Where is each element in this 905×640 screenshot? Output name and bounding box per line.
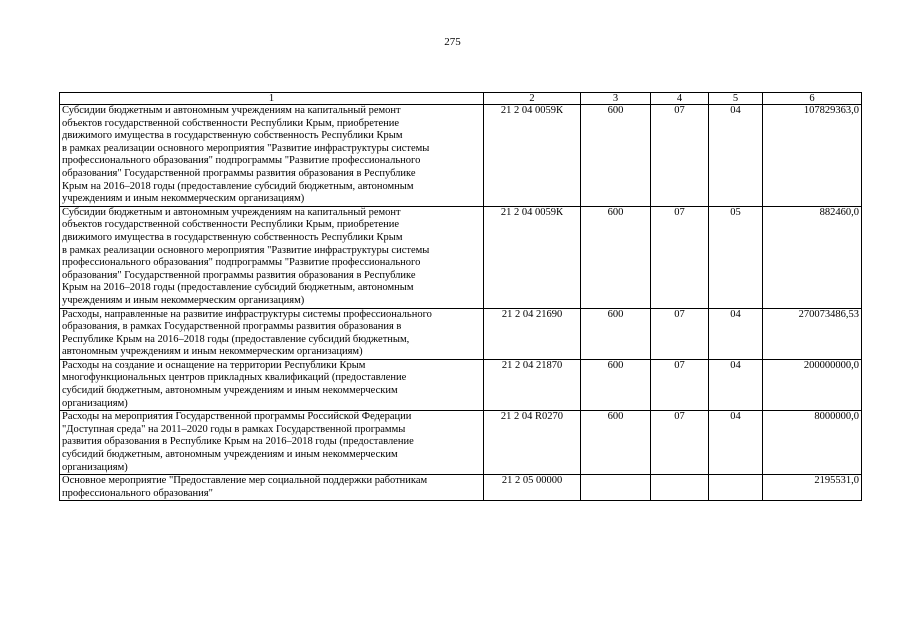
- header-col-4: 4: [651, 93, 709, 105]
- row-section: 07: [651, 411, 709, 475]
- row-amount: 882460,0: [763, 206, 862, 308]
- budget-table: [59, 92, 862, 501]
- row-subsection: 04: [709, 411, 763, 475]
- page-number: 275: [444, 36, 461, 48]
- table-row: [60, 411, 862, 475]
- table-row: [60, 359, 862, 410]
- table-row: [60, 105, 862, 207]
- header-col-6: 6: [763, 93, 862, 105]
- row-code: 21 2 04 R0270: [484, 411, 581, 475]
- row-description: Субсидии бюджетным и автономным учреждениям на капитальный ремонт объектов государственной собственности Республики Крым, приобретение движимого имущества в государственную собственность Республики Крым в рамках реализации основного мероприятия "Развитие инфраструктуры системы профессионального образования" подпрограммы "Развитие профессионального образования" Государственной программы развития образования в Республике Крым на 2016–2018 годы (предоставление субсидий бюджетным, автономным учреждениям и иным некоммерческим организациям): [60, 105, 484, 207]
- row-type: 600: [581, 206, 651, 308]
- row-code: 21 2 04 0059К: [484, 105, 581, 207]
- header-row: [60, 93, 862, 105]
- row-amount: 107829363,0: [763, 105, 862, 207]
- row-code: 21 2 04 21690: [484, 308, 581, 359]
- header-col-3: 3: [581, 93, 651, 105]
- header-col-1: 1: [60, 93, 484, 105]
- row-description: Расходы на создание и оснащение на территории Республики Крым многофункциональных центров прикладных квалификаций (предоставление субсидий бюджетным, автономным учреждениям и иным некоммерческим организациям): [60, 359, 484, 410]
- row-subsection: 05: [709, 206, 763, 308]
- row-subsection: 04: [709, 308, 763, 359]
- row-description: Расходы на мероприятия Государственной программы Российской Федерации "Доступная среда" на 2011–2020 годы в рамках Государственной программы развития образования в Республике Крым на 2016–2018 годы (предоставление субсидий бюджетным, автономным учреждениям и иным некоммерческим организациям): [60, 411, 484, 475]
- row-amount: 200000000,0: [763, 359, 862, 410]
- row-section: 07: [651, 308, 709, 359]
- row-section: 07: [651, 359, 709, 410]
- row-amount: 8000000,0: [763, 411, 862, 475]
- header-col-5: 5: [709, 93, 763, 105]
- header-col-2: 2: [484, 93, 581, 105]
- row-amount: 270073486,53: [763, 308, 862, 359]
- row-subsection: [709, 475, 763, 501]
- row-amount: 2195531,0: [763, 475, 862, 501]
- row-type: [581, 475, 651, 501]
- row-description: Субсидии бюджетным и автономным учреждениям на капитальный ремонт объектов государственной собственности Республики Крым, приобретение движимого имущества в государственную собственность Республики Крым в рамках реализации основного мероприятия "Развитие инфраструктуры системы профессионального образования" подпрограммы "Развитие профессионального образования" Государственной программы развития образования в Республике Крым на 2016–2018 годы (предоставление субсидий бюджетным, автономным учреждениям и иным некоммерческим организациям): [60, 206, 484, 308]
- table-row: [60, 308, 862, 359]
- row-code: 21 2 04 0059К: [484, 206, 581, 308]
- row-description: Основное мероприятие "Предоставление мер социальной поддержки работникам профессионального образования": [60, 475, 484, 501]
- row-subsection: 04: [709, 105, 763, 207]
- row-section: 07: [651, 206, 709, 308]
- row-type: 600: [581, 411, 651, 475]
- row-type: 600: [581, 105, 651, 207]
- row-type: 600: [581, 308, 651, 359]
- table-row: [60, 206, 862, 308]
- row-section: [651, 475, 709, 501]
- row-section: 07: [651, 105, 709, 207]
- table-row: [60, 475, 862, 501]
- row-code: 21 2 04 21870: [484, 359, 581, 410]
- row-type: 600: [581, 359, 651, 410]
- row-description: Расходы, направленные на развитие инфраструктуры системы профессионального образования, в рамках Государственной программы развития образования в Республике Крым на 2016–2018 годы (предоставление субсидий бюджетным, автономным учреждениям и иным некоммерческим организациям): [60, 308, 484, 359]
- row-code: 21 2 05 00000: [484, 475, 581, 501]
- row-subsection: 04: [709, 359, 763, 410]
